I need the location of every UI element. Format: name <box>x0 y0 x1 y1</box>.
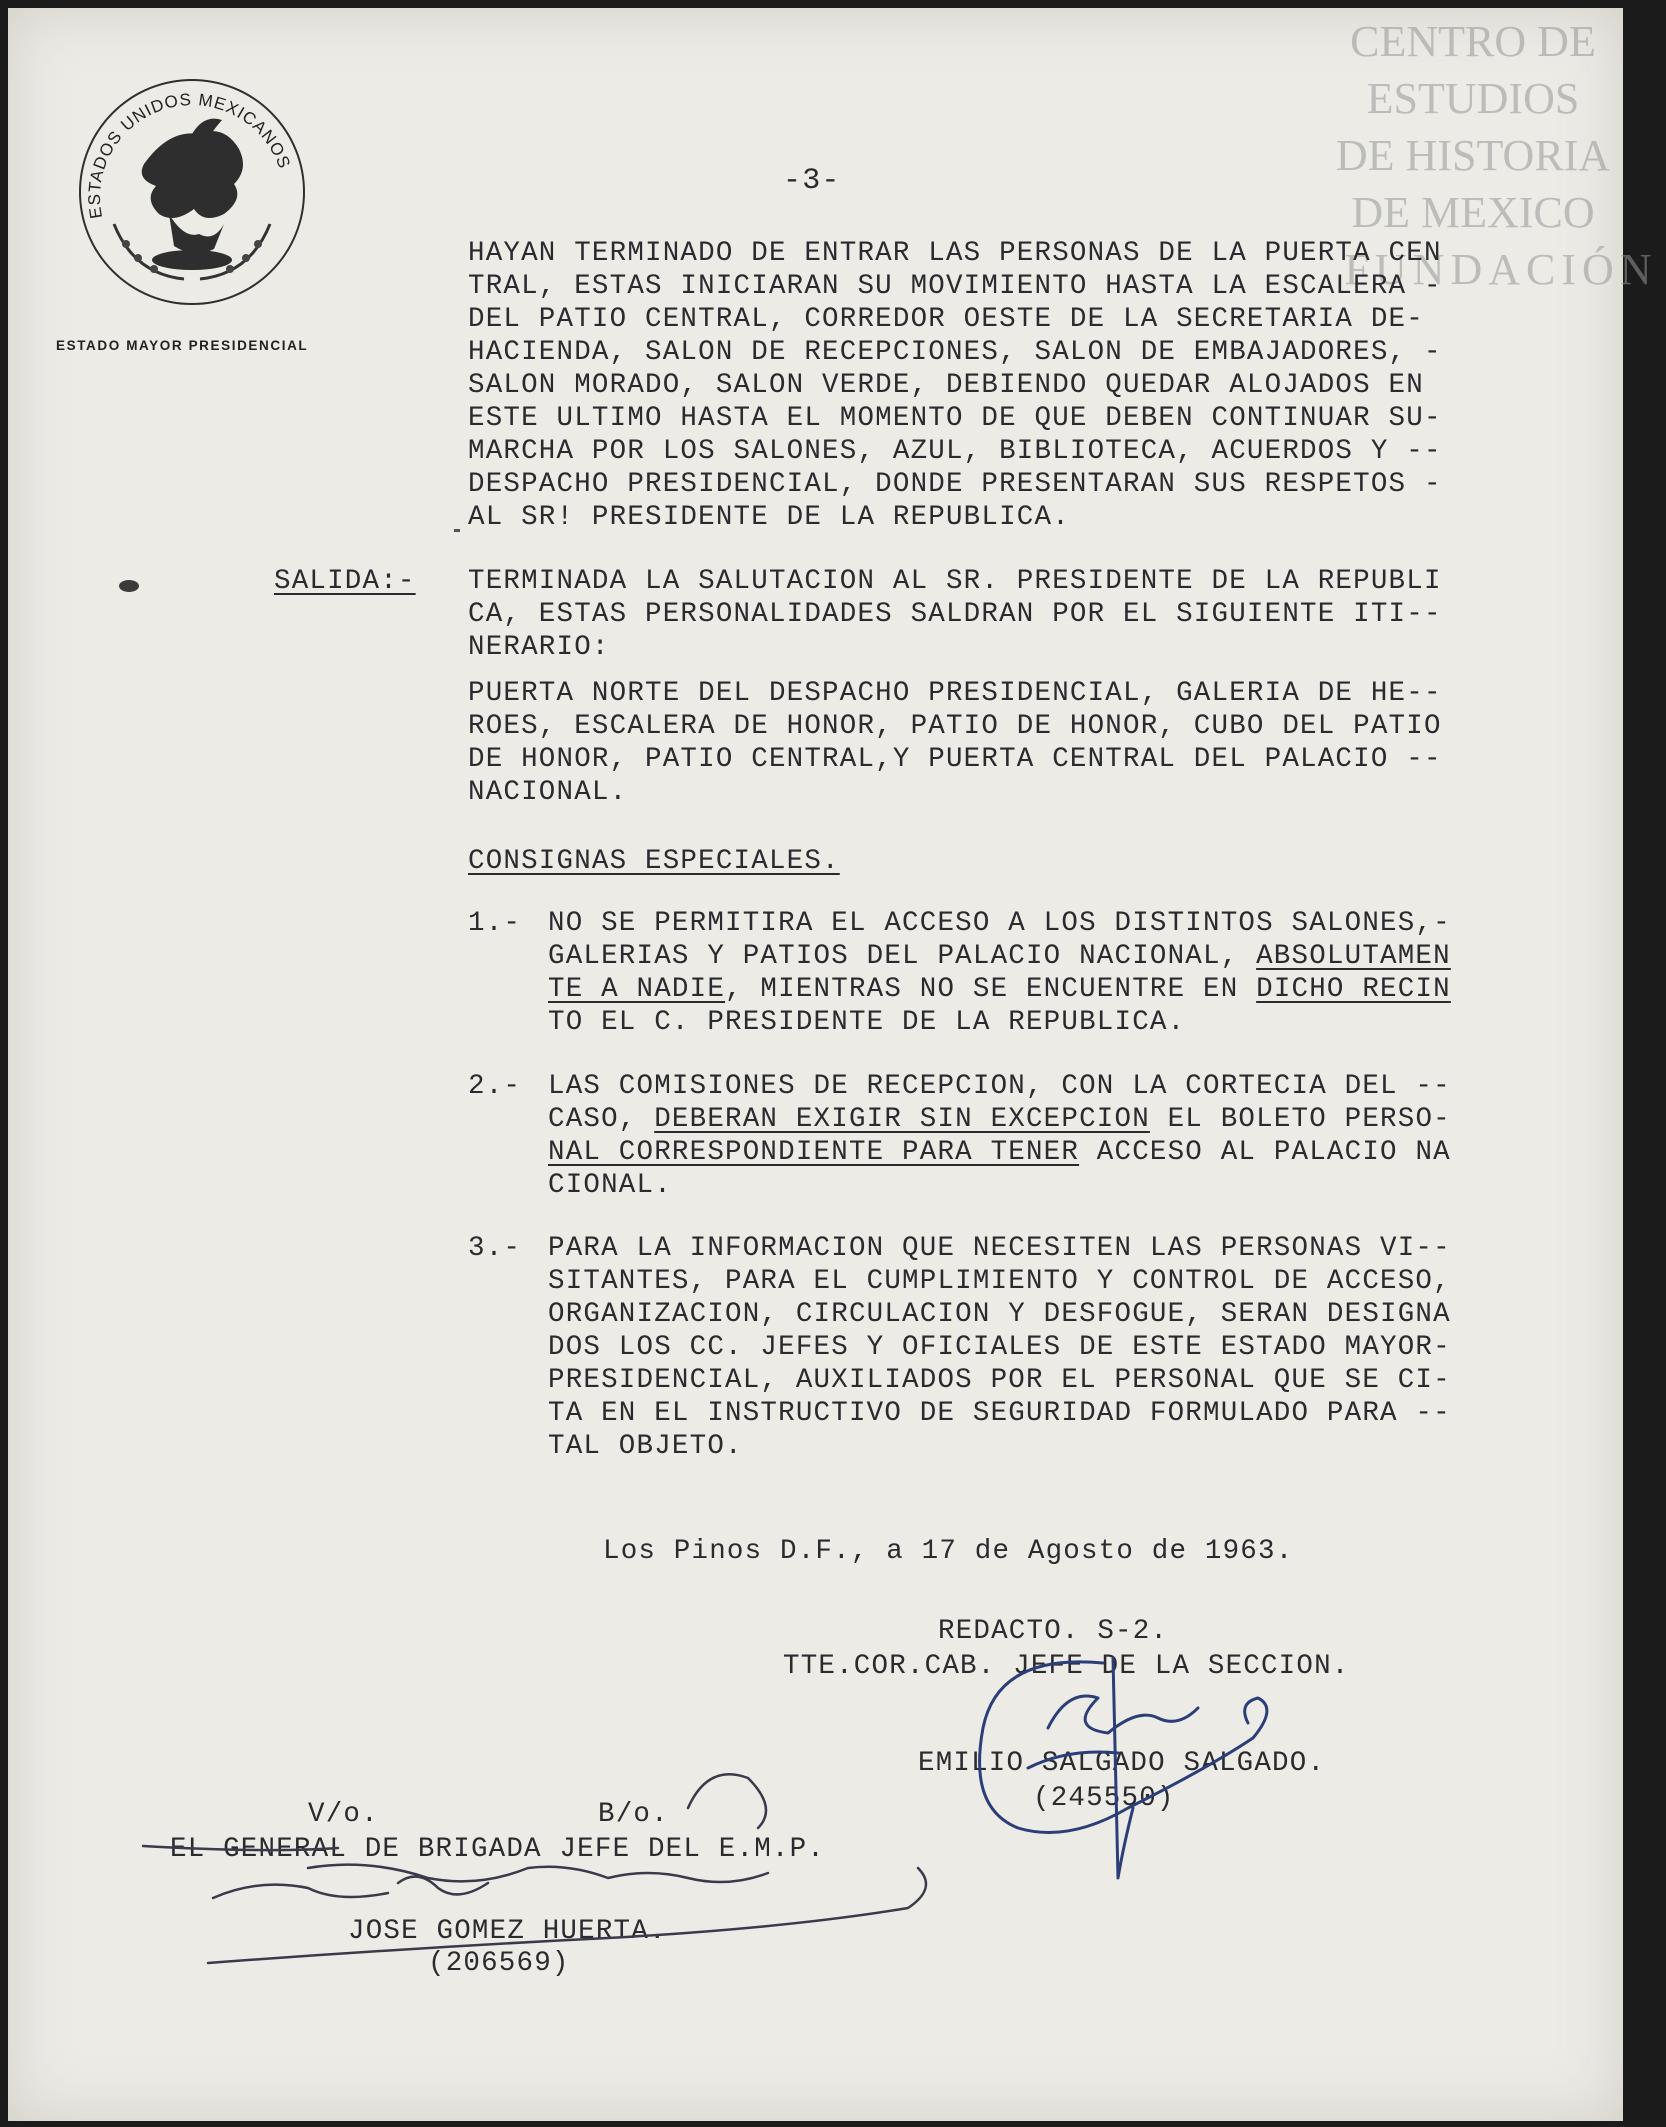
text-line: CA, ESTAS PERSONALIDADES SALDRAN POR EL SIGUIENTE ITI-- <box>468 599 1442 630</box>
item-number: 1.- <box>468 908 522 939</box>
watermark-line: DE HISTORIA <box>1335 131 1611 180</box>
text-span: ACCESO AL PALACIO NA <box>1079 1137 1451 1168</box>
page-number: -3- <box>783 164 841 198</box>
item-number: 2.- <box>468 1071 522 1102</box>
rank-line: TTE.COR.CAB. JEFE DE LA SECCION. <box>783 1651 1350 1682</box>
handwritten-signatures <box>8 8 1623 2121</box>
text-line: SALON MORADO, SALON VERDE, DEBIENDO QUEDAR ALOJADOS EN <box>468 370 1424 401</box>
watermark-line: DE MEXICO <box>1351 188 1595 237</box>
text-line: DEL PATIO CENTRAL, CORREDOR OESTE DE LA SECRETARIA DE- <box>468 304 1424 335</box>
place-date: Los Pinos D.F., a 17 de Agosto de 1963. <box>603 1536 1294 1567</box>
watermark-line: FUNDACIÓN <box>1344 245 1658 294</box>
text-line: DE HONOR, PATIO CENTRAL,Y PUERTA CENTRAL DEL PALACIO -- <box>468 744 1442 775</box>
general-id: (206569) <box>428 1948 570 1979</box>
text-span: , MIENTRAS NO SE ENCUENTRE EN <box>725 974 1257 1005</box>
document-page <box>8 8 1658 2121</box>
text-line: HAYAN TERMINADO DE ENTRAR LAS PERSONAS DE LA PUERTA CEN <box>468 238 1442 269</box>
text-line: HACIENDA, SALON DE RECEPCIONES, SALON DE EMBAJADORES, - <box>468 337 1442 368</box>
vo-mark: V/o. <box>308 1799 379 1830</box>
text-line: ESTE ULTIMO HASTA EL MOMENTO DE QUE DEBEN CONTINUAR SU- <box>468 403 1442 434</box>
text-line: PARA LA INFORMACION QUE NECESITEN LAS PERSONAS VI-- <box>548 1233 1451 1264</box>
text-line: ROES, ESCALERA DE HONOR, PATIO DE HONOR, CUBO DEL PATIO <box>468 711 1442 742</box>
text-line: SITANTES, PARA EL CUMPLIMIENTO Y CONTROL DE ACCESO, <box>548 1266 1451 1297</box>
text-line: TA EN EL INSTRUCTIVO DE SEGURIDAD FORMULADO PARA -- <box>548 1398 1451 1429</box>
salida-label: SALIDA:- <box>274 566 416 597</box>
text-span: GALERIAS Y PATIOS DEL PALACIO NACIONAL, <box>548 941 1257 972</box>
redacto-line: REDACTO. S-2. <box>938 1616 1169 1647</box>
text-line: DOS LOS CC. JEFES Y OFICIALES DE ESTE ESTADO MAYOR- <box>548 1332 1451 1363</box>
text-line: PUERTA NORTE DEL DESPACHO PRESIDENCIAL, GALERIA DE HE-- <box>468 678 1442 709</box>
office-name: ESTADO MAYOR PRESIDENCIAL <box>56 338 309 353</box>
text-span: EL BOLETO PERSO- <box>1149 1104 1451 1135</box>
text-line: MARCHA POR LOS SALONES, AZUL, BIBLIOTECA, ACUERDOS Y -- <box>468 436 1442 467</box>
text-line: DESPACHO PRESIDENCIAL, DONDE PRESENTARAN SUS RESPETOS - <box>468 469 1442 500</box>
text-line: TAL OBJETO. <box>548 1431 743 1462</box>
item-number: 3.- <box>468 1233 522 1264</box>
text-line: PRESIDENCIAL, AUXILIADOS POR EL PERSONAL QUE SE CI- <box>548 1365 1451 1396</box>
text-line: NACIONAL. <box>468 777 628 808</box>
text-line: NERARIO: <box>468 632 610 663</box>
signer-name: EMILIO SALGADO SALGADO. <box>918 1748 1326 1779</box>
text-line: TO EL C. PRESIDENTE DE LA REPUBLICA. <box>548 1007 1186 1038</box>
text-line: CIONAL. <box>548 1170 672 1201</box>
underlined-text: ABSOLUTAMEN <box>1256 941 1451 972</box>
seal-ring-text: ESTADOS UNIDOS MEXICANOS <box>84 89 295 220</box>
text-line: ORGANIZACION, CIRCULACION Y DESFOGUE, SERAN DESIGNA <box>548 1299 1451 1330</box>
text-line: NO SE PERMITIRA EL ACCESO A LOS DISTINTOS SALONES,- <box>548 908 1451 939</box>
general-name: JOSE GOMEZ HUERTA. <box>348 1916 667 1947</box>
text-line: TRAL, ESTAS INICIARAN SU MOVIMIENTO HASTA LA ESCALERA - <box>468 271 1442 302</box>
text-line: LAS COMISIONES DE RECEPCION, CON LA CORTECIA DEL -- <box>548 1071 1451 1102</box>
underlined-text: DEBERAN EXIGIR SIN EXCEPCION <box>654 1104 1150 1135</box>
text-line: TERMINADA LA SALUTACION AL SR. PRESIDENTE DE LA REPUBLI <box>468 566 1442 597</box>
general-title: EL GENERAL DE BRIGADA JEFE DEL E.M.P. <box>170 1834 825 1865</box>
text-span: CASO, <box>548 1104 655 1135</box>
underlined-text: NAL CORRESPONDIENTE PARA TENER <box>548 1137 1080 1168</box>
underlined-text: DICHO RECIN <box>1256 974 1451 1005</box>
blue-signature-icon <box>980 1658 1267 1878</box>
underlined-text: TE A NADIE <box>548 974 726 1005</box>
signer-id: (245550) <box>1033 1783 1175 1814</box>
dark-signature-icon <box>143 1774 926 1963</box>
consignas-heading: CONSIGNAS ESPECIALES. <box>468 846 840 877</box>
watermark-line: CENTRO DE <box>1350 17 1596 66</box>
bo-mark: B/o. <box>598 1799 669 1830</box>
watermark-line: ESTUDIOS <box>1366 74 1580 123</box>
text-line: AL SR! PRESIDENTE DE LA REPUBLICA. <box>468 502 1070 533</box>
